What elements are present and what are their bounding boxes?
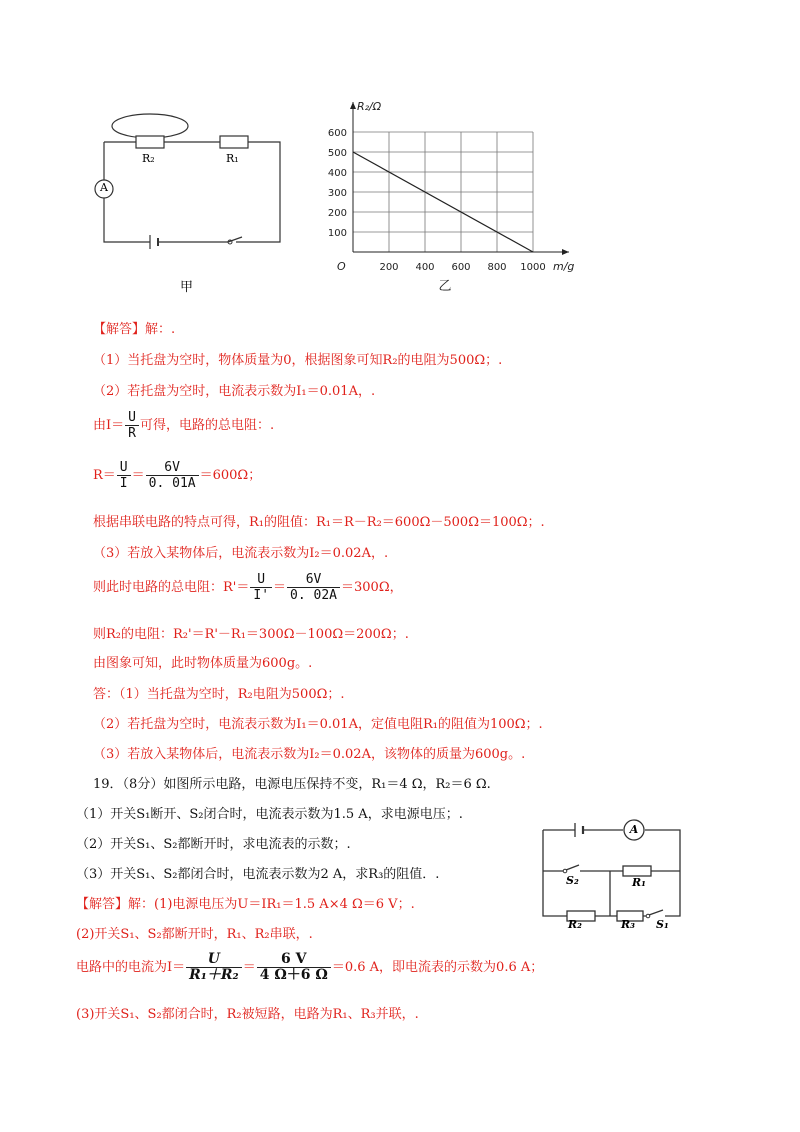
text: ＝0.6 A，即电流表的示数为0.6 A； <box>331 960 544 975</box>
fraction-6v-over-10ohm <box>257 952 331 983</box>
q19-label-r2: R₂ <box>568 918 582 931</box>
text: ＝ <box>242 960 256 975</box>
answer18-line3: （3）若放入某物体后，电流表示数为I₂＝0.02A，该物体的质量为600g。. <box>93 747 526 762</box>
x-tick-label: 400 <box>415 262 435 273</box>
text: 由I＝ <box>93 418 125 433</box>
denominator: 4 Ω＋6 Ω <box>259 967 328 983</box>
x-tick-label: 200 <box>379 262 399 273</box>
label-r1: R₁ <box>226 152 239 165</box>
q19-label-r1: R₁ <box>632 876 646 889</box>
series-line <box>353 152 533 252</box>
circuit-wire <box>543 830 680 916</box>
denominator: 0. 02A <box>290 588 338 603</box>
text: 可得，电路的总电阻：. <box>139 418 275 433</box>
denominator: R <box>128 426 136 441</box>
numerator: 6V <box>146 460 199 476</box>
solution18-line8: 则R₂的电阻：R₂'＝R'－R₁＝300Ω－100Ω＝200Ω；. <box>93 627 409 642</box>
q19-label-r3: R₃ <box>621 918 635 931</box>
x-axis-arrow <box>562 249 569 255</box>
solution18-head: 【解答】解：. <box>93 322 176 337</box>
text: ＝300Ω， <box>341 580 403 595</box>
denominator: R₁＋R₂ <box>189 967 239 983</box>
origin-label: O <box>337 260 346 273</box>
y-tick-label: 500 <box>327 148 347 159</box>
numerator: 6V <box>287 572 340 588</box>
fraction-6v-over-001a <box>146 460 199 491</box>
solution19-line3 <box>76 952 543 983</box>
fraction-u-over-i <box>117 460 131 491</box>
text: 电路中的电流为I＝ <box>76 960 186 975</box>
q19-label-s2: S₂ <box>566 874 579 887</box>
switch-lever <box>228 237 242 242</box>
solution18-line3 <box>93 410 274 441</box>
y-tick-label: 100 <box>327 228 347 239</box>
caption-yi: 乙 <box>438 279 452 294</box>
question19-part3: （3）开关S₁、S₂都闭合时，电流表示数为2 A，求R₃的阻值．. <box>76 867 440 882</box>
solution18-line6: （3）若放入某物体后，电流表示数为I₂＝0.02A，. <box>93 546 389 561</box>
q19-label-s1: S₁ <box>656 918 669 931</box>
solution18-line1: （1）当托盘为空时，物体质量为0，根据图象可知R₂的电阻为500Ω；. <box>93 353 503 368</box>
x-tick-label: 1000 <box>520 262 546 273</box>
text: R＝ <box>93 468 116 483</box>
solution18-line9: 由图象可知，此时物体质量为600g。. <box>93 656 313 671</box>
text: 则此时电路的总电阻：R'＝ <box>93 580 250 595</box>
numerator: U <box>125 410 139 426</box>
fraction-6v-over-002a <box>287 572 340 603</box>
numerator: 6 V <box>257 952 331 968</box>
circuit-diagram-jia <box>90 108 300 298</box>
numerator: U <box>250 572 272 588</box>
denominator: 0. 01A <box>148 476 196 491</box>
switch-s1-lever <box>649 910 663 915</box>
resistor-r2 <box>136 136 164 148</box>
fraction-u-over-i-prime <box>250 572 272 603</box>
tray-ellipse <box>112 114 188 138</box>
text: ＝ <box>273 580 287 595</box>
text: ＝ <box>131 468 145 483</box>
fraction-u-over-r <box>125 410 139 441</box>
label-r2: R₂ <box>142 152 155 165</box>
x-tick-label: 600 <box>451 262 471 273</box>
denominator: I' <box>253 588 270 603</box>
y-axis-arrow <box>350 102 356 109</box>
solution19-line4: (3)开关S₁、S₂都闭合时，R₂被短路，电路为R₁、R₃并联，. <box>76 1007 419 1022</box>
x-tick-label: 800 <box>487 262 507 273</box>
solution18-line5: 根据串联电路的特点可得，R₁的阻值：R₁＝R－R₂＝600Ω－500Ω＝100Ω；. <box>93 515 545 530</box>
circuit-diagram-q19 <box>535 816 695 934</box>
q19-label-ammeter: A <box>629 823 639 836</box>
question19-stem: 19．（8分）如图所示电路，电源电压保持不变，R₁＝4 Ω，R₂＝6 Ω. <box>93 777 491 792</box>
fraction-u-over-r1-plus-r2 <box>186 952 242 983</box>
numerator: U <box>117 460 131 476</box>
y-axis-label: R₂/Ω <box>357 100 382 113</box>
question19-part1: （1）开关S₁断开、S₂闭合时，电流表示数为1.5 A，求电源电压；. <box>76 807 463 822</box>
answer18-line2: （2）若托盘为空时，电流表示数为I₁＝0.01A，定值电阻R₁的阻值为100Ω；. <box>93 717 543 732</box>
label-ammeter: A <box>100 181 108 194</box>
y-tick-label: 300 <box>327 188 347 199</box>
question19-part2: （2）开关S₁、S₂都断开时，求电流表的示数；. <box>76 837 351 852</box>
solution18-line7 <box>93 572 403 603</box>
y-tick-label: 400 <box>327 168 347 179</box>
text: ＝600Ω； <box>199 468 262 483</box>
resistor-r1 <box>220 136 248 148</box>
caption-jia: 甲 <box>180 280 194 295</box>
denominator: I <box>119 476 128 491</box>
switch-s2-lever <box>566 865 579 870</box>
x-axis-label: m/g <box>553 260 575 273</box>
resistor-r1 <box>623 866 651 876</box>
y-tick-label: 600 <box>327 128 347 139</box>
chart-r2-vs-mass <box>310 92 600 302</box>
solution18-line4 <box>93 460 261 491</box>
solution18-line2: （2）若托盘为空时，电流表示数为I₁＝0.01A，. <box>93 384 376 399</box>
answer18-line1: 答：（1）当托盘为空时，R₂电阻为500Ω；. <box>93 687 345 702</box>
circuit-wire <box>104 142 280 242</box>
solution19-line1: 【解答】解：(1)电源电压为U＝IR₁＝1.5 A×4 Ω＝6 V；. <box>76 897 415 912</box>
y-tick-label: 200 <box>327 208 347 219</box>
solution19-line2: (2)开关S₁、S₂都断开时，R₁、R₂串联，. <box>76 927 313 942</box>
numerator: U <box>186 952 242 968</box>
